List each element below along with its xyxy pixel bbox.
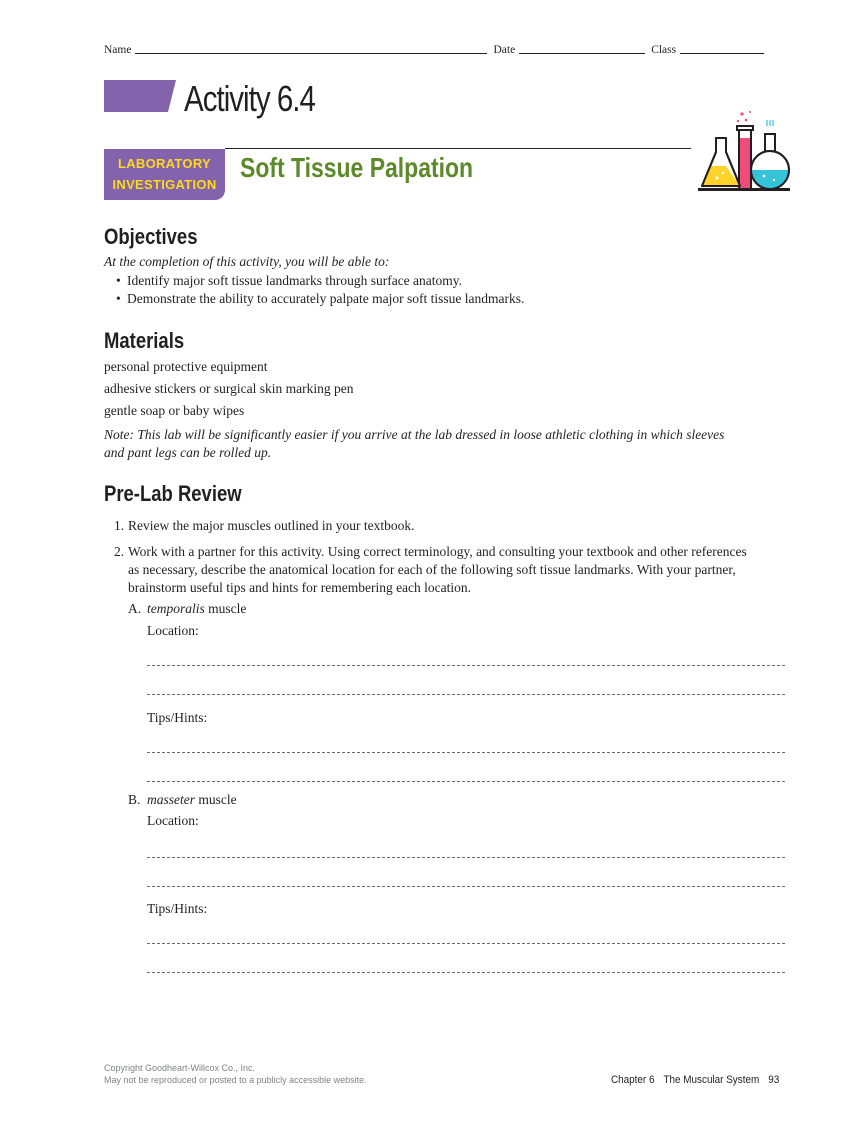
item-2-line-3: brainstorm useful tips and hints for remembering each location. [128,580,472,595]
lab-investigation-badge [104,149,225,200]
lab-title: Soft Tissue Palpation [240,152,474,183]
sub-b-label [147,791,237,809]
sub-a-tips-label: Tips/Hints: [147,710,208,725]
materials-note [104,426,724,462]
name-field[interactable] [135,43,487,54]
copyright-notice [104,1062,367,1086]
sub-a-letter: A. [128,601,142,616]
sub-a-tips-line-1[interactable] [147,752,785,753]
sub-b-letter: B. [128,792,141,807]
note-line-2: and pant legs can be rolled up. [104,445,272,460]
objectives-intro: At the completion of this activity, you will be able to: [104,254,390,269]
prelab-heading: Pre-Lab Review [104,481,242,506]
prelab-item-2-number: 2. [114,544,125,559]
class-label: Class [651,44,677,56]
sub-b-tips-line-2[interactable] [147,972,785,973]
list-item: personal protective equipment [104,359,268,374]
sub-b-tips-line-1[interactable] [147,943,785,944]
date-field[interactable] [519,43,645,54]
worksheet-header [104,43,787,56]
chapter-title: The Muscular System [663,1074,760,1086]
sub-a-tips-line-2[interactable] [147,781,785,782]
note-line-1: Note: This lab will be significantly easier if you arrive at the lab dressed in loose athletic clothing in which sleeves [104,427,725,442]
prelab-item-1: Review the major muscles outlined in your textbook. [128,518,415,533]
sub-a-location-line-1[interactable] [147,665,785,666]
lab-title-rule [225,148,691,149]
sub-a-location-line-2[interactable] [147,694,785,695]
name-label: Name [104,44,132,56]
page-footer [611,1074,779,1086]
objectives-list [116,272,524,308]
sub-a-location-label: Location: [147,623,199,638]
chapter-label: Chapter 6 [611,1074,655,1086]
sub-b-location-line-2[interactable] [147,886,785,887]
badge-line-2: INVESTIGATION [112,177,217,192]
sub-a-suffix: muscle [204,601,247,616]
item-2-line-1: Work with a partner for this activity. Using correct terminology, and consulting your textbook and other references [128,544,747,559]
list-item: • Identify major soft tissue landmarks through surface anatomy. [116,272,524,290]
objectives-heading: Objectives [104,224,198,249]
copyright-line-1: Copyright Goodheart-Willcox Co., Inc. [104,1063,256,1073]
sub-a-term: temporalis [147,601,205,616]
badge-line-1: LABORATORY [117,156,212,171]
sub-b-location-line-1[interactable] [147,857,785,858]
list-item: gentle soap or baby wipes [104,403,245,418]
activity-banner-bar [104,80,176,112]
sub-a-label [147,600,246,618]
prelab-item-2 [128,543,747,597]
materials-list [104,356,353,422]
lab-flasks-icon [698,108,790,194]
copyright-line-2: May not be reproduced or posted to a publicly accessible website. [104,1075,367,1085]
item-2-line-2: as necessary, describe the anatomical location for each of the following soft tissue landmarks. With your partner, [128,562,736,577]
class-field[interactable] [680,43,764,54]
prelab-item-1-number: 1. [114,518,125,533]
list-item: adhesive stickers or surgical skin marking pen [104,381,354,396]
sub-b-term: masseter [147,792,195,807]
materials-heading: Materials [104,328,185,353]
activity-title: Activity 6.4 [184,78,315,119]
sub-b-location-label: Location: [147,813,199,828]
date-label: Date [493,44,516,56]
sub-b-tips-label: Tips/Hints: [147,901,208,916]
list-item: • Demonstrate the ability to accurately palpate major soft tissue landmarks. [116,290,524,308]
page-number: 93 [768,1074,780,1086]
sub-b-suffix: muscle [195,792,237,807]
